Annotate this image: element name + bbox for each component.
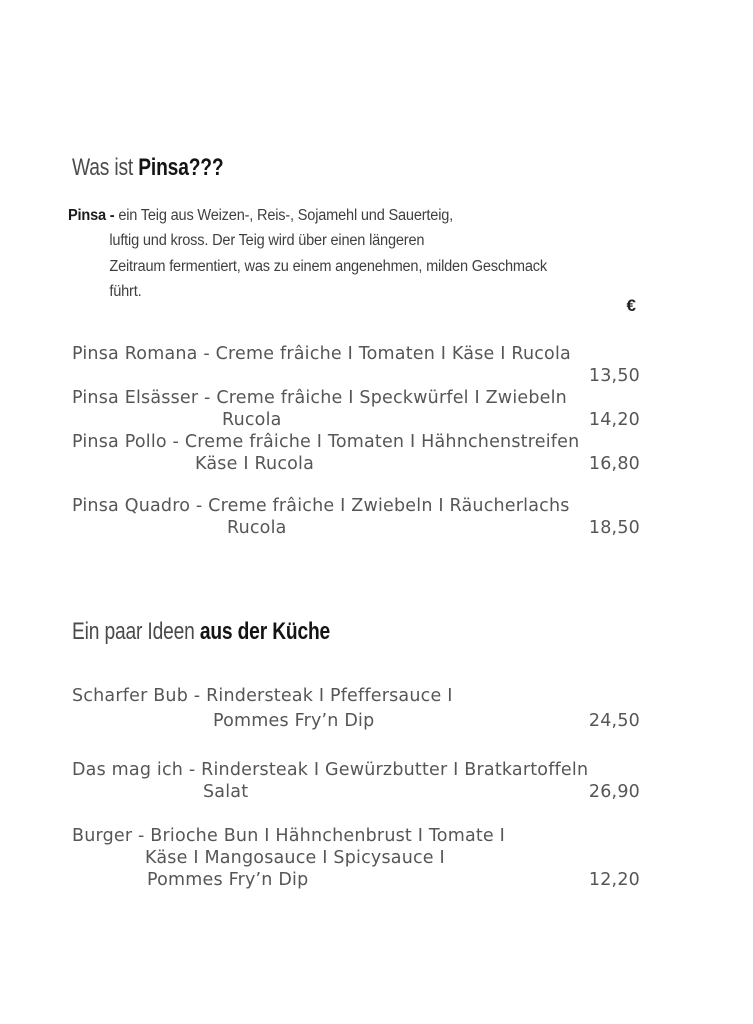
item-name-line: Pinsa Quadro - Creme frâiche I Zwiebeln I Räucherlachs	[72, 496, 570, 516]
menu-item-burger	[72, 825, 640, 891]
item-name-line: Das mag ich - Rindersteak I Gewürzbutter I Bratkartoffeln	[72, 760, 589, 780]
heading-bold-text: aus der Küche	[199, 618, 331, 645]
item-continuation: Käse I Rucola	[195, 454, 315, 474]
description-lead-bold: Pinsa -	[68, 207, 119, 224]
section-heading-kueche	[72, 619, 330, 645]
item-price: 14,20	[588, 410, 640, 430]
description-line: führt.	[109, 282, 142, 300]
heading-regular-text: Was ist	[72, 154, 139, 181]
item-price: 13,50	[588, 366, 640, 386]
item-price-line	[72, 453, 640, 475]
item-price-line	[72, 365, 640, 387]
item-continuation-line	[72, 847, 640, 869]
item-name-line: Scharfer Bub - Rindersteak I Pfeffersauce I	[72, 686, 453, 706]
menu-item-pinsa-elsaesser	[72, 387, 640, 431]
item-price-line	[72, 409, 640, 431]
description-line: luftig und kross. Der Teig wird über einen längeren	[109, 232, 425, 250]
description-line	[68, 203, 547, 228]
item-continuation: Käse I Mangosauce I Spicysauce I	[145, 848, 445, 868]
description-line: Zeitraum fermentiert, was zu einem angenehmen, milden Geschmack	[109, 257, 547, 275]
item-price: 26,90	[588, 782, 640, 802]
menu-item-pinsa-quadro	[72, 495, 640, 539]
pinsa-description	[68, 203, 547, 304]
item-name-line: Burger - Brioche Bun I Hähnchenbrust I Tomate I	[72, 826, 506, 846]
heading-regular-text: Ein paar Ideen	[72, 618, 200, 645]
menu-item-scharfer-bub	[72, 685, 640, 732]
item-continuation: Pommes Fry’n Dip	[213, 711, 375, 731]
item-price: 16,80	[588, 454, 640, 474]
currency-symbol: €	[626, 296, 636, 315]
item-continuation: Rucola	[227, 518, 287, 538]
item-continuation: Salat	[203, 782, 249, 802]
menu-item-das-mag-ich	[72, 759, 640, 803]
item-continuation: Pommes Fry’n Dip	[147, 870, 309, 890]
menu-item-pinsa-romana	[72, 343, 640, 387]
description-line1-text: ein Teig aus Weizen-, Reis-, Sojamehl und Sauerteig,	[118, 207, 454, 224]
item-price-line	[72, 869, 640, 891]
item-price-line	[72, 781, 640, 803]
item-name-line: Pinsa Elsässer - Creme frâiche I Speckwürfel I Zwiebeln	[72, 388, 567, 408]
menu-item-pinsa-pollo	[72, 431, 640, 475]
item-name-line: Pinsa Romana - Creme frâiche I Tomaten I Käse I Rucola	[72, 344, 571, 364]
item-continuation: Rucola	[222, 410, 282, 430]
item-price: 24,50	[588, 711, 640, 731]
item-price: 12,20	[588, 870, 640, 890]
item-price-line	[72, 710, 640, 732]
item-price: 18,50	[588, 518, 640, 538]
item-price-line	[72, 517, 640, 539]
heading-bold-text: Pinsa???	[138, 154, 224, 181]
item-name-line: Pinsa Pollo - Creme frâiche I Tomaten I Hähnchenstreifen	[72, 432, 580, 452]
section-heading-pinsa	[72, 155, 223, 181]
